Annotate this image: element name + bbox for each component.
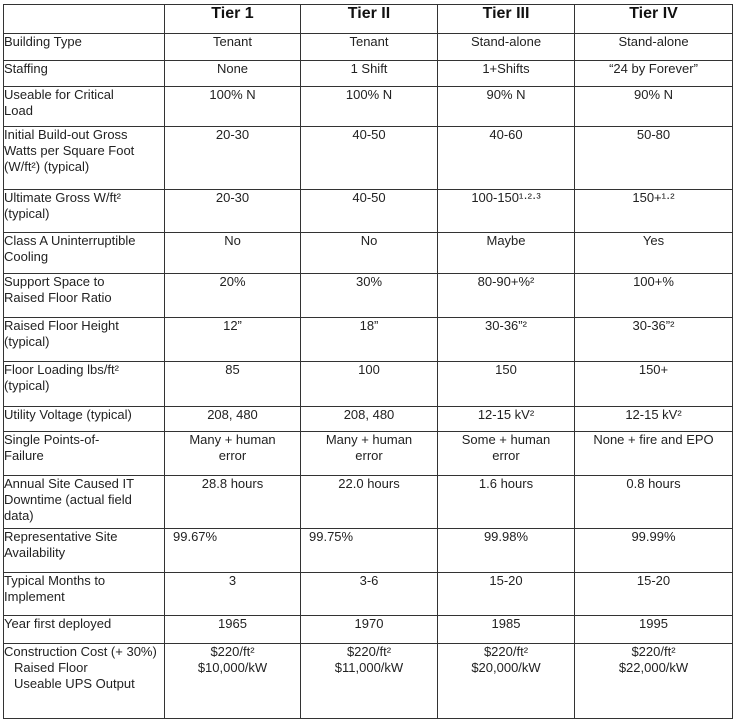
tier-1-value [165, 60, 301, 86]
table-row [4, 432, 733, 476]
cell-line: error [355, 448, 383, 464]
cost-sub-label: Raised Floor [14, 659, 88, 675]
tier-3-value [438, 528, 575, 572]
tier-1-value [165, 274, 301, 318]
row-label [4, 318, 165, 362]
tier-4-value [575, 60, 733, 86]
cost-sub-label: Useable UPS Output [14, 675, 135, 691]
tier-1-value [165, 34, 301, 61]
tier-2-value [301, 318, 438, 362]
cell-line: Raised Floor Height [4, 318, 119, 334]
cell-line: Stand-alone [470, 34, 542, 49]
cell-line: Typical Months to [4, 572, 106, 588]
tier-2-value [301, 615, 438, 643]
cell-line: “24 by Forever” [609, 60, 698, 76]
cell-line: Cooling [4, 248, 49, 264]
table-row [4, 60, 733, 86]
row-label [4, 362, 165, 406]
cell-line: (typical) [4, 205, 50, 221]
cost-heading: Construction Cost (+ 30%) [4, 643, 157, 659]
cell-line: Some + human [461, 432, 551, 448]
cell-line: Floor Loading lbs/ft² [4, 362, 119, 378]
cell-line: 208, 480 [343, 406, 395, 422]
cell-line: 12-15 kV² [477, 406, 535, 422]
cell-line: 100% N [209, 86, 256, 102]
tier-1-value [165, 615, 301, 643]
cell-line: $220/ft² [210, 643, 255, 659]
tier-4-value [575, 615, 733, 643]
tier-1-value [165, 189, 301, 232]
row-label [4, 274, 165, 318]
tier-2-value [301, 127, 438, 189]
cell-line: Building Type [4, 34, 82, 49]
cell-line: 40-60 [489, 127, 523, 143]
cell-line: Failure [4, 448, 44, 464]
cell-line: Support Space to [4, 274, 105, 290]
cell-line: 99.75% [309, 528, 354, 544]
tier-4-value [575, 476, 733, 529]
tier-3-value [438, 127, 575, 189]
cell-line: 3-6 [359, 572, 379, 588]
row-label [4, 615, 165, 643]
cell-line: 90% N [633, 86, 674, 102]
tier-3-value [438, 572, 575, 615]
cell-line: Staffing [4, 60, 48, 76]
cell-line: 1985 [491, 615, 521, 631]
cell-line: 100-150¹·²·³ [471, 189, 541, 205]
tier-comparison-table [3, 4, 733, 719]
tier-3-cost [438, 643, 575, 718]
tier-4-value [575, 528, 733, 572]
table-row [4, 476, 733, 529]
header-tier-3: Tier III [438, 5, 575, 34]
tier-3-value [438, 615, 575, 643]
tier-3-value [438, 362, 575, 406]
cell-line: 12” [223, 318, 242, 334]
cell-line: None + fire and EPO [593, 432, 714, 448]
cell-line: Stand-alone [618, 34, 689, 49]
cell-line: Watts per Square Foot [4, 143, 135, 159]
header-row [4, 5, 733, 34]
table-row [4, 528, 733, 572]
tier-4-value [575, 86, 733, 127]
cell-line: Many + human [189, 432, 276, 448]
cell-line: 12-15 kV² [625, 406, 682, 422]
tier-2-cost [301, 643, 438, 718]
tier-1-value [165, 86, 301, 127]
tier-2-value [301, 528, 438, 572]
table-row [4, 127, 733, 189]
cell-line: 30% [355, 274, 383, 290]
tier-3-value [438, 86, 575, 127]
table-row [4, 274, 733, 318]
table-row [4, 189, 733, 232]
cell-line: Raised Floor Ratio [4, 290, 112, 306]
cell-line: 1 Shift [350, 60, 388, 76]
tier-4-value [575, 572, 733, 615]
header-tier-2: Tier II [301, 5, 438, 34]
tier-1-value [165, 127, 301, 189]
cell-line: 20% [219, 274, 246, 290]
cell-line: 208, 480 [207, 406, 258, 422]
row-label [4, 432, 165, 476]
cell-line: $11,000/kW [334, 659, 404, 675]
cell-line: None [216, 60, 249, 76]
header-corner-cell [4, 5, 165, 34]
cell-line: 20-30 [215, 189, 250, 205]
cell-line: No [224, 232, 241, 248]
cell-line: 15-20 [636, 572, 671, 588]
table-row [4, 34, 733, 61]
tier-4-value [575, 432, 733, 476]
cell-line: 1970 [354, 615, 384, 631]
tier-3-value [438, 476, 575, 529]
cell-line: Yes [642, 232, 665, 248]
cell-line: 30-36”² [485, 318, 527, 334]
header-tier-1: Tier 1 [165, 5, 301, 34]
cell-line: 100+% [633, 274, 674, 290]
cell-line: Representative Site [4, 528, 118, 544]
cell-line: Tenant [212, 34, 253, 49]
tier-4-value [575, 127, 733, 189]
tier-2-value [301, 232, 438, 274]
cell-line: $220/ft² [483, 643, 529, 659]
tier-2-value [301, 476, 438, 529]
tier-1-value [165, 572, 301, 615]
cell-line: Class A Uninterruptible [4, 232, 136, 248]
cell-line: $20,000/kW [471, 659, 541, 675]
construction-cost-row [4, 643, 733, 718]
row-label [4, 572, 165, 615]
tier-1-value [165, 318, 301, 362]
cell-line: 1+Shifts [482, 60, 530, 76]
cell-line: (W/ft²) (typical) [4, 159, 90, 175]
cell-line: error [218, 448, 247, 464]
cell-line: Load [4, 102, 33, 118]
cell-line: Many + human [325, 432, 413, 448]
cell-line: Availability [4, 544, 66, 560]
cell-line: 80-90+%² [477, 274, 535, 290]
cell-line: 85 [225, 362, 240, 378]
tier-2-value [301, 406, 438, 432]
cell-line: Utility Voltage (typical) [4, 406, 132, 422]
cell-line: Year first deployed [4, 615, 112, 631]
tier-3-value [438, 232, 575, 274]
cell-line: Ultimate Gross W/ft² [4, 189, 122, 205]
cell-line: Maybe [486, 232, 526, 248]
row-label [4, 189, 165, 232]
tier-4-value [575, 362, 733, 406]
tier-1-value [165, 528, 301, 572]
cell-line: 99.67% [173, 528, 218, 544]
tier-3-value [438, 34, 575, 61]
cell-line: No [360, 232, 378, 248]
tier-2-value [301, 432, 438, 476]
tier-2-value [301, 86, 438, 127]
row-label [4, 528, 165, 572]
tier-2-value [301, 362, 438, 406]
table-row [4, 615, 733, 643]
cell-line: 99.98% [483, 528, 529, 544]
row-label [4, 60, 165, 86]
tier-4-value [575, 34, 733, 61]
cell-line: 22.0 hours [338, 476, 400, 492]
cell-line: 100 [358, 362, 380, 378]
tier-4-value [575, 189, 733, 232]
cell-line: 40-50 [352, 127, 386, 143]
cell-line: Implement [4, 588, 65, 604]
tier-1-value [165, 476, 301, 529]
cell-line: (typical) [4, 334, 50, 350]
tier-3-value [438, 60, 575, 86]
tier-1-value [165, 232, 301, 274]
cell-line: Annual Site Caused IT [4, 476, 135, 492]
row-label [4, 127, 165, 189]
table-row [4, 406, 733, 432]
cell-line: 1995 [639, 615, 668, 631]
row-label [4, 406, 165, 432]
tier-4-value [575, 232, 733, 274]
cell-line: Downtime (actual field [4, 492, 132, 508]
tier-2-value [301, 60, 438, 86]
cell-line: 150+¹·² [632, 189, 675, 205]
cell-line: error [492, 448, 520, 464]
construction-cost-label [4, 643, 165, 718]
cell-line: Single Points-of- [4, 432, 100, 448]
table-row [4, 318, 733, 362]
tier-3-value [438, 406, 575, 432]
cell-line: $10,000/kW [197, 659, 268, 675]
cell-line: 18” [359, 318, 379, 334]
tier-4-value [575, 318, 733, 362]
tier-3-value [438, 189, 575, 232]
cell-line: 90% N [486, 86, 526, 102]
cell-line: 1.6 hours [478, 476, 534, 492]
table-row [4, 362, 733, 406]
row-label [4, 232, 165, 274]
row-label [4, 34, 165, 61]
row-label [4, 476, 165, 529]
tier-2-value [301, 572, 438, 615]
tier-2-value [301, 274, 438, 318]
tier-3-value [438, 432, 575, 476]
tier-2-value [301, 34, 438, 61]
cell-line: 150 [495, 362, 517, 378]
cell-line: Useable for Critical [4, 86, 114, 102]
cell-line: 150+ [638, 362, 669, 378]
cell-line: 30-36”² [632, 318, 675, 334]
cell-line: 100% N [345, 86, 393, 102]
cell-line: (typical) [4, 378, 50, 394]
tier-3-value [438, 318, 575, 362]
tier-1-cost [165, 643, 301, 718]
row-label [4, 86, 165, 127]
cell-line: 1965 [218, 615, 247, 631]
cell-line: 20-30 [215, 127, 250, 143]
tier-4-value [575, 274, 733, 318]
cell-line: 0.8 hours [626, 476, 681, 492]
tier-2-value [301, 189, 438, 232]
tier-3-value [438, 274, 575, 318]
tier-4-cost [575, 643, 733, 718]
tier-1-value [165, 432, 301, 476]
table-row [4, 86, 733, 127]
cell-line: 99.99% [631, 528, 676, 544]
cell-line: $22,000/kW [618, 659, 689, 675]
tier-4-value [575, 406, 733, 432]
cell-line: 50-80 [636, 127, 671, 143]
table-row [4, 572, 733, 615]
header-tier-4: Tier IV [575, 5, 733, 34]
tier-1-value [165, 406, 301, 432]
cell-line: $220/ft² [346, 643, 392, 659]
cell-line: data) [4, 508, 34, 524]
cell-line: Initial Build-out Gross [4, 127, 128, 143]
tier-1-value [165, 362, 301, 406]
cell-line: 28.8 hours [201, 476, 264, 492]
cell-line: 15-20 [489, 572, 523, 588]
cell-line: 3 [228, 572, 237, 588]
cell-line: 40-50 [352, 189, 386, 205]
cell-line: Tenant [349, 34, 389, 49]
cell-line: $220/ft² [631, 643, 676, 659]
table-row [4, 232, 733, 274]
